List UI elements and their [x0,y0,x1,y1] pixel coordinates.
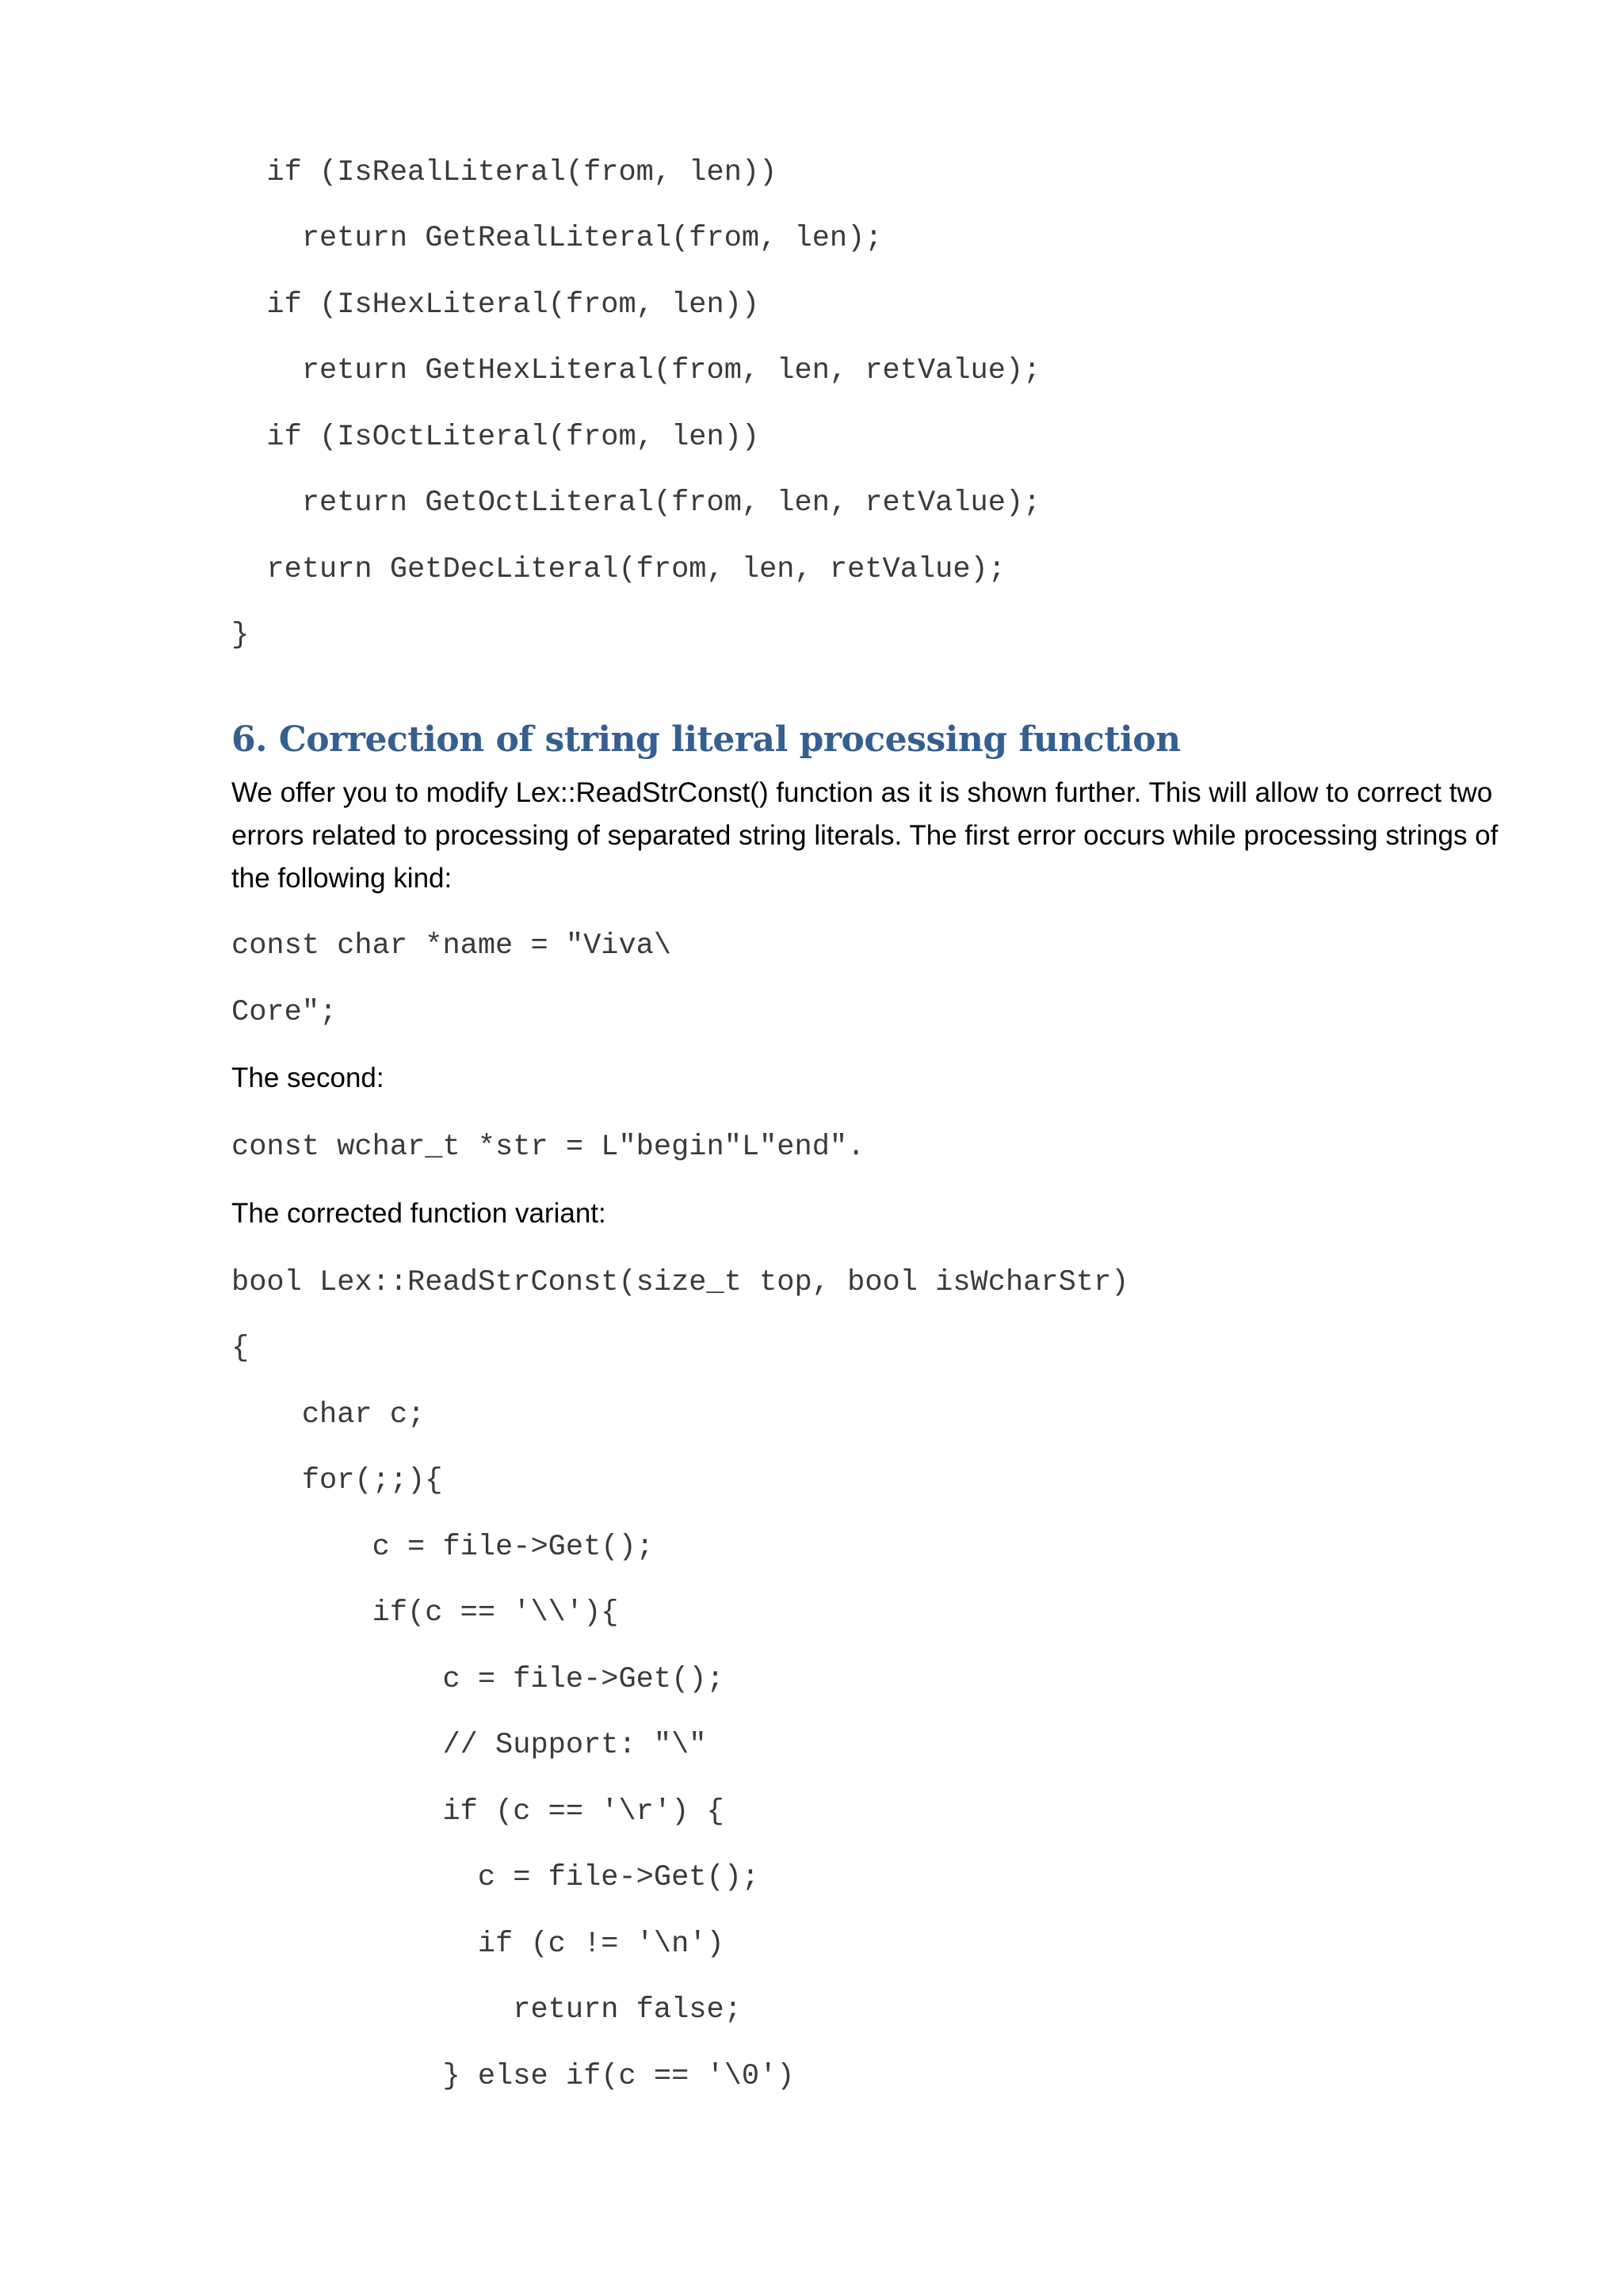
code-line: char c; [231,1398,426,1432]
section-heading: 6. Correction of string literal processing function [231,719,1181,760]
code-line: if(c == '\\'){ [231,1596,619,1630]
code-example-line: const wchar_t *str = L"begin"L"end". [231,1131,865,1164]
code-line: return GetDecLiteral(from, len, retValue); [231,553,1006,586]
code-line: bool Lex::ReadStrConst(size_t top, bool isWcharStr) [231,1266,1129,1299]
code-line: for(;;){ [231,1464,443,1497]
corrected-label: The corrected function variant: [231,1198,606,1229]
code-line: if (IsRealLiteral(from, len)) [231,156,777,189]
code-example-line: const char *name = "Viva\ [231,929,672,963]
code-line: { [231,1332,250,1365]
code-line: if (c == '\r') { [231,1795,724,1829]
code-line: // Support: "\" [231,1729,707,1762]
code-line: return GetOctLiteral(from, len, retValue); [231,486,1041,520]
second-label: The second: [231,1062,384,1093]
intro-paragraph: We offer you to modify Lex::ReadStrConst() function as it is shown further. This will allow to correct two errors related to processing of separated string literals. The first error occurs while processing strings of the following kind: [231,777,1499,894]
code-line: if (IsOctLiteral(from, len)) [231,421,760,454]
code-line: } else if(c == '\0') [231,2060,795,2093]
code-line: c = file->Get(); [231,1861,760,1894]
code-line: } [231,619,250,652]
code-line: return GetRealLiteral(from, len); [231,222,883,255]
code-line: if (IsHexLiteral(from, len)) [231,288,760,322]
code-line: return false; [231,1993,742,2027]
code-line: c = file->Get(); [231,1663,724,1696]
code-line: return GetHexLiteral(from, len, retValue); [231,354,1041,387]
code-example-line: Core"; [231,996,338,1029]
code-line: c = file->Get(); [231,1531,654,1564]
code-line: if (c != '\n') [231,1928,724,1961]
